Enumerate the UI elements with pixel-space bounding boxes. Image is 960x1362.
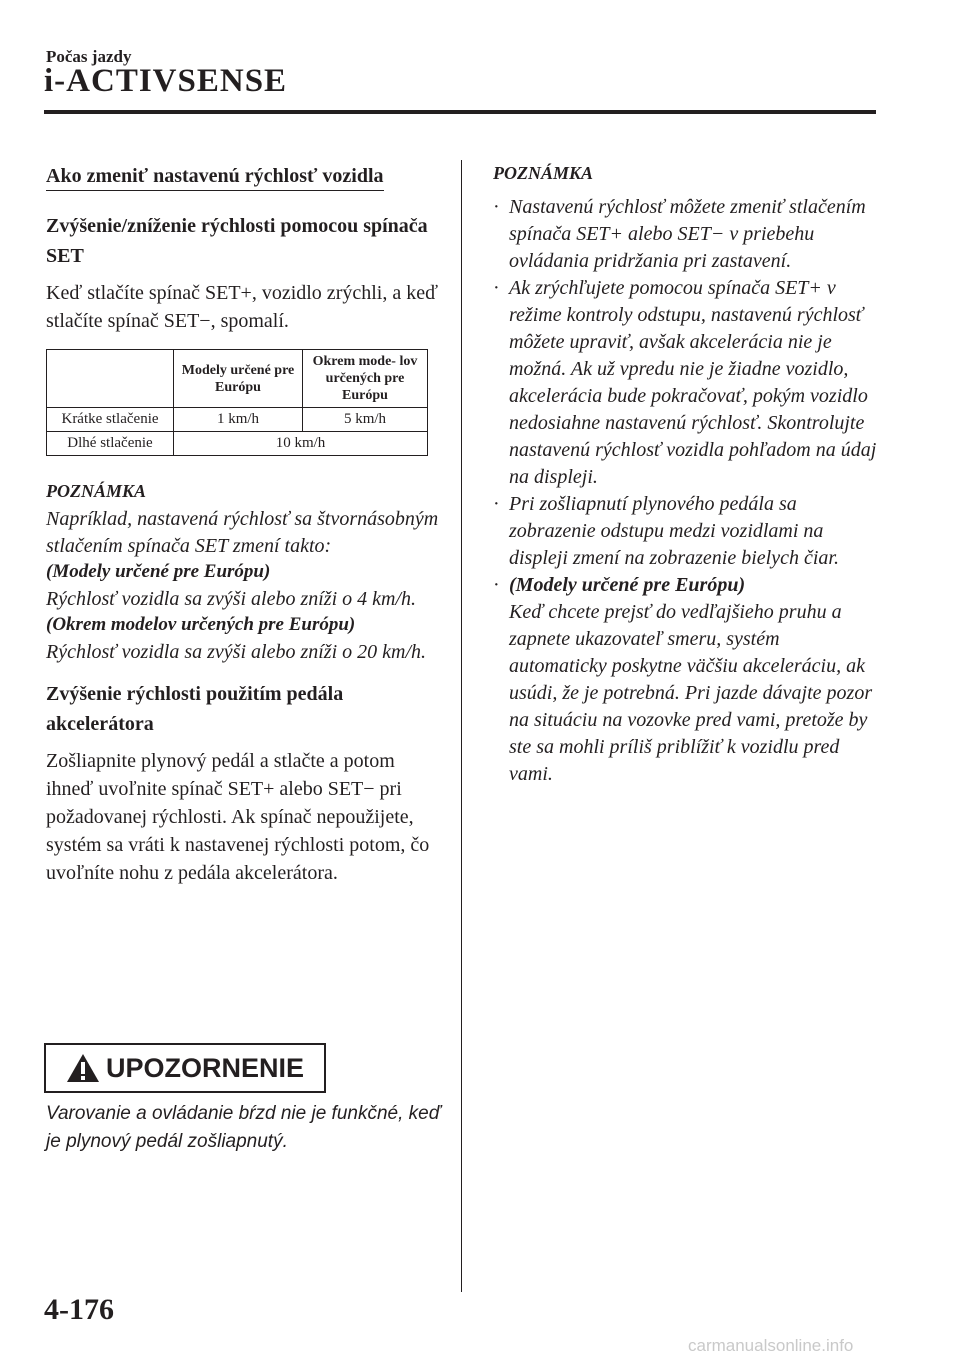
bullet-text: Nastavenú rýchlosť môžete zmeniť stlačením spínača SET+ alebo SET− v priebehu ovládania pridržania pri zastavení. [509, 196, 866, 272]
table-header-eu: Modely určené pre Európu [174, 350, 303, 408]
section-title: Počas jazdy [46, 47, 132, 66]
right-column [479, 160, 879, 788]
table-cell: 5 km/h [303, 408, 428, 432]
table-corner [47, 350, 174, 408]
note-title: POZNÁMKA [46, 481, 147, 501]
subheading-accelerator: Zvýšenie rýchlosti použitím pedála akcelerátora [46, 683, 344, 735]
bullet-text: Pri zošliapnutí plynového pedála sa zobrazenie odstupu medzi vozidlami na displeji zmení na zobrazenie bielych čiar. [509, 493, 839, 569]
warning-triangle-icon [66, 1053, 100, 1083]
note-non-eu-text: Rýchlosť vozidla sa zvýši alebo zníži o 20 km/h. [46, 640, 427, 663]
list-item: · Pri zošliapnutí plynového pedála sa zobrazenie odstupu medzi vozidlami na displeji zmení na zobrazenie bielych čiar. [493, 493, 839, 569]
warning-text: Varovanie a ovládanie bŕzd nie je funkčné, keď je plynový pedál zošliapnutý. [46, 1103, 441, 1152]
note-intro: Napríklad, nastavená rýchlosť sa štvornásobným stlačením spínača SET zmení takto: [46, 508, 439, 557]
warning-label: UPOZORNENIE [105, 1052, 305, 1083]
left-column [46, 160, 441, 901]
table-row-label: Dlhé stlačenie [47, 432, 174, 456]
speed-step-table [46, 349, 428, 456]
bullet-label: (Modely určené pre Európu) [509, 574, 746, 596]
table-cell: 1 km/h [174, 408, 303, 432]
section-heading: Ako zmeniť nastavenú rýchlosť vozidla [46, 165, 384, 191]
subheading-set-switch: Zvýšenie/zníženie rýchlosti pomocou spínača SET [46, 215, 428, 267]
note-bullet-list [479, 194, 879, 788]
paragraph-accelerator: Zošliapnite plynový pedál a stlačte a potom ihneď uvoľnite spínač SET+ alebo SET− pri požadovanej rýchlosti. Ak spínač nepoužijete, systém sa vráti k nastavenej rýchlosti potom, čo uvoľníte nohu z pedála akcelerátora. [46, 750, 430, 884]
column-divider [461, 160, 462, 1292]
chapter-title: i-ACTIVSENSE [44, 63, 288, 99]
note-non-eu-label: (Okrem modelov určených pre Európu) [46, 614, 356, 635]
page-number: 4-176 [44, 1293, 114, 1326]
list-item: · Ak zrýchľujete pomocou spínača SET+ v režime kontroly odstupu, nastavenú rýchlosť môžete upraviť, avšak akcelerácia nie je možná. Ak už vpredu nie je žiadne vozidlo, akcelerácia bude pokračovať, pokým vozidlo nedosiahne nastavenú rýchlosť. Skontrolujte nastavenú rýchlosť vozidla pohľadom na údaj na displeji. [493, 277, 877, 488]
list-item: · (Modely určené pre Európu) Keď chcete prejsť do vedľajšieho pruhu a zapnete ukazovateľ smeru, systém automaticky poskytne väčšiu akceleráciu, ak usúdi, že je potrebná. Pri jazde dávajte pozor na situáciu na vozovke pred vami, pretože by ste sa mohli príliš priblížiť k vozidlu pred vami. [493, 574, 873, 785]
note-eu-label: (Modely určené pre Európu) [46, 561, 271, 582]
watermark: carmanualsonline.info [688, 1336, 854, 1355]
list-item: · Nastavenú rýchlosť môžete zmeniť stlačením spínača SET+ alebo SET− v priebehu ovládania pridržania pri zastavení. [493, 196, 866, 272]
table-cell: 10 km/h [174, 432, 428, 456]
bullet-text: Keď chcete prejsť do vedľajšieho pruhu a zapnete ukazovateľ smeru, systém automaticky poskytne väčšiu akceleráciu, ak usúdi, že je potrebná. Pri jazde dávajte pozor na situáciu na vozovke pred vami, pretože by ste sa mohli príliš priblížiť k vozidlu pred vami. [509, 601, 873, 785]
header-rule [44, 110, 876, 114]
table-row [47, 432, 428, 456]
warning-box [44, 1043, 326, 1093]
table-row-label: Krátke stlačenie [47, 408, 174, 432]
note-title-right: POZNÁMKA [493, 163, 594, 183]
note-eu-text: Rýchlosť vozidla sa zvýši alebo zníži o 4 km/h. [46, 587, 417, 610]
table-row [47, 408, 428, 432]
bullet-text: Ak zrýchľujete pomocou spínača SET+ v režime kontroly odstupu, nastavenú rýchlosť môžete upraviť, avšak akcelerácia nie je možná. Ak už vpredu nie je žiadne vozidlo, akcelerácia bude pokračovať, pokým vozidlo nedosiahne nastavenú rýchlosť. Skontrolujte nastavenú rýchlosť vozidla pohľadom na údaj na displeji. [509, 277, 877, 488]
table-header-non-eu: Okrem mode- lov určených pre Európu [303, 350, 428, 408]
paragraph-set-switch: Keď stlačíte spínač SET+, vozidlo zrýchli, a keď stlačíte spínač SET−, spomalí. [46, 282, 439, 332]
